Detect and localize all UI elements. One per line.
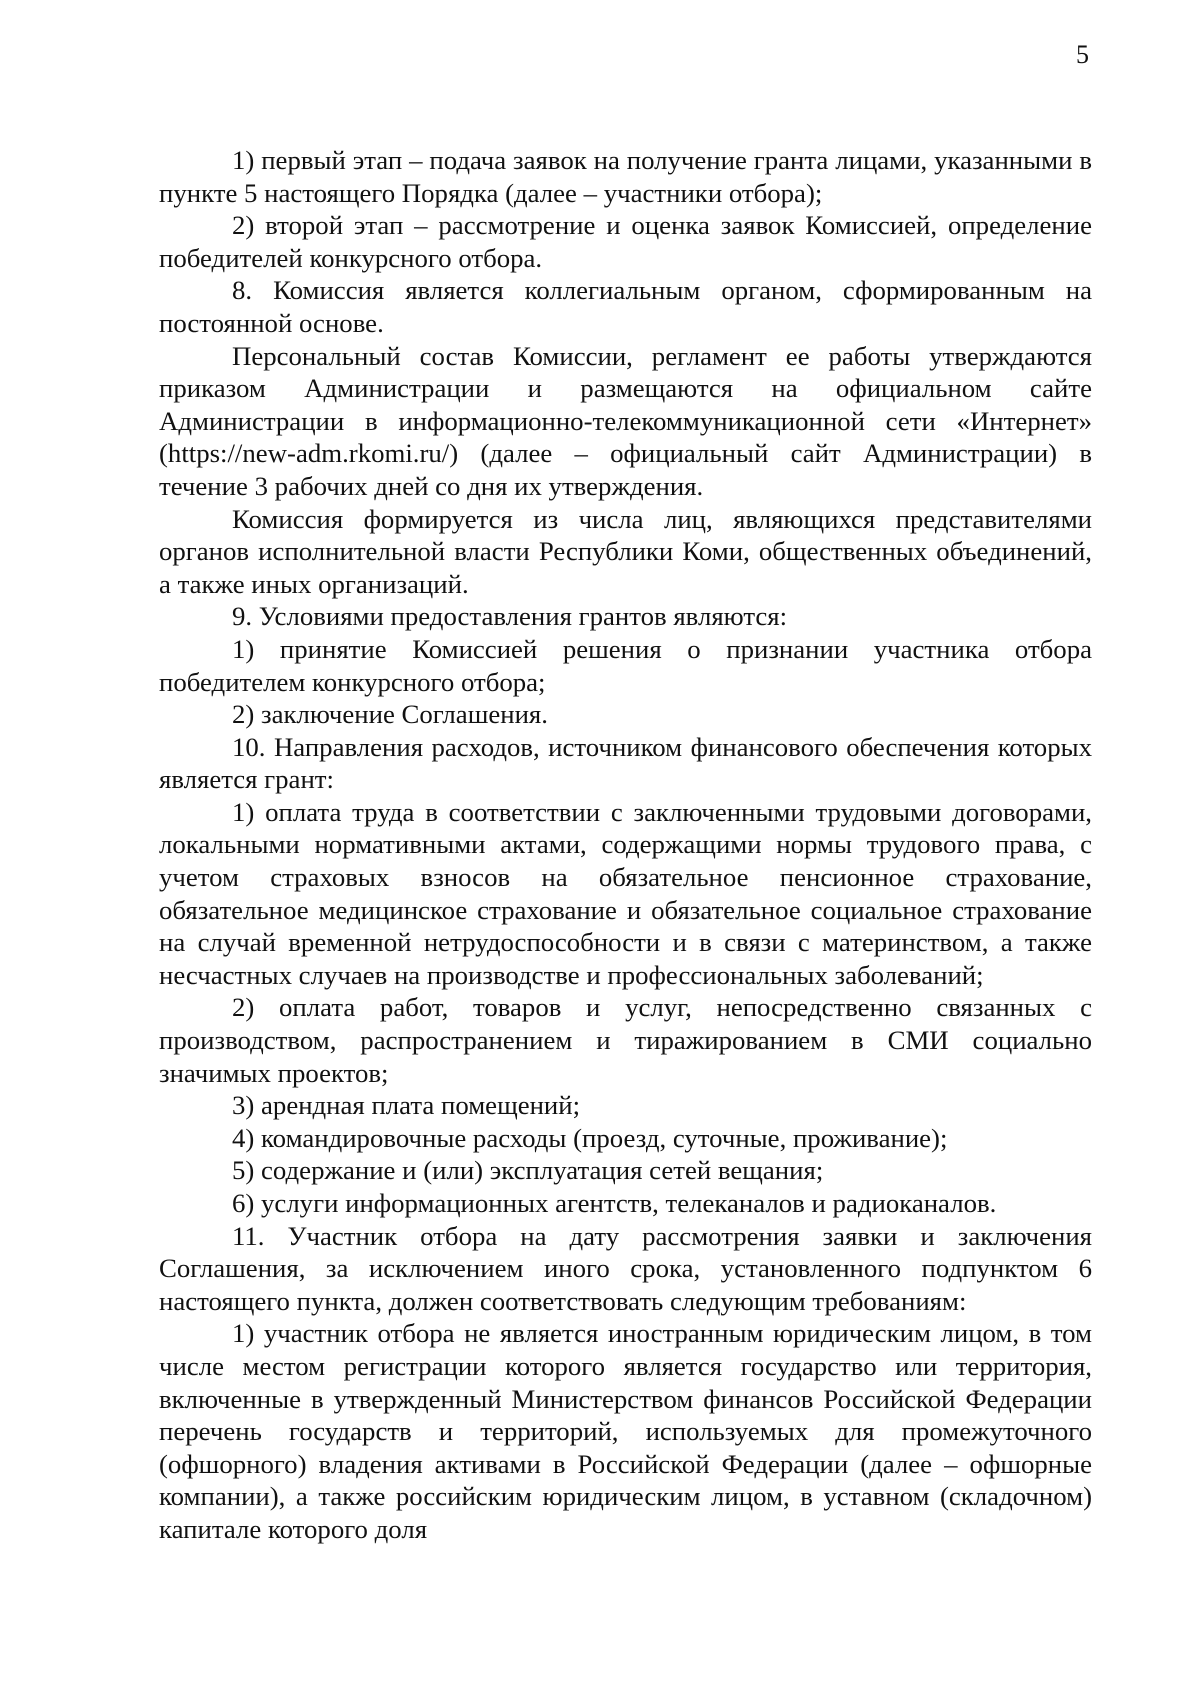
paragraph-expense-3: 3) арендная плата помещений; xyxy=(232,1090,581,1121)
paragraph-expense-4: 4) командировочные расходы (проезд, суточные, проживание); xyxy=(232,1122,948,1153)
paragraph-stage-1: 1) первый этап – подача заявок на получение гранта лицами, указанными в пункте 5 настоящего Порядка (далее – участники отбора); xyxy=(159,145,1092,208)
paragraph-item-9: 9. Условиями предоставления грантов являются: xyxy=(232,601,788,632)
paragraph-commission-formation: Комиссия формируется из числа лиц, являющихся представителями органов исполнительной власти Республики Коми, общественных объединений, а также иных организаций. xyxy=(159,503,1092,599)
paragraph-condition-1: 1) принятие Комиссией решения о признании участника отбора победителем конкурсного отбора; xyxy=(159,633,1092,697)
paragraph-stage-2: 2) второй этап – рассмотрение и оценка заявок Комиссией, определение победителей конкурсного отбора. xyxy=(159,210,1092,273)
paragraph-expense-1: 1) оплата труда в соответствии с заключенными трудовыми договорами, локальными нормативными актами, содержащими нормы трудового права, с учетом страховых взносов на обязательное пенсионное страхование, обязательное медицинское страхование и обязательное социальное страхование на случай временной нетрудоспособности и в связи с материнством, а также несчастных случаев на производстве и профессиональных заболеваний; xyxy=(159,796,1092,990)
paragraph-item-10: 10. Направления расходов, источником финансового обеспечения которых является грант: xyxy=(159,731,1092,795)
paragraph-commission-composition: Персональный состав Комиссии, регламент ее работы утверждаются приказом Администрации и размещаются на официальном сайте Администрации в информационно-телекоммуникационной сети «Интернет» (https://new-adm.rkomi.ru/) (далее – официальный сайт Администрации) в течение 3 рабочих дней со дня их утверждения. xyxy=(159,340,1092,501)
paragraph-expense-2: 2) оплата работ, товаров и услуг, непосредственно связанных с производством, распространением и тиражированием в СМИ социально значимых проектов; xyxy=(159,992,1092,1088)
paragraph-requirement-1: 1) участник отбора не является иностранным юридическим лицом, в том числе местом регистрации которого является государство или территория, включенные в утвержденный Министерством финансов Российской Федерации перечень государств и территорий, используемых для промежуточного (офшорного) владения активами в Российской Федерации (далее – офшорные компании), а также российским юридическим лицом, в уставном (складочном) капитале которого доля xyxy=(159,1318,1092,1544)
page-number: 5 xyxy=(1076,40,1089,69)
paragraph-expense-5: 5) содержание и (или) эксплуатация сетей вещания; xyxy=(232,1155,824,1186)
paragraph-item-8: 8. Комиссия является коллегиальным органом, сформированным на постоянной основе. xyxy=(159,275,1092,338)
paragraph-expense-6: 6) услуги информационных агентств, телеканалов и радиоканалов. xyxy=(232,1188,997,1218)
document-body xyxy=(159,144,1092,1546)
paragraph-item-11: 11. Участник отбора на дату рассмотрения заявки и заключения Соглашения, за исключением иного срока, установленного подпунктом 6 настоящего пункта, должен соответствовать следующим требованиям: xyxy=(159,1220,1092,1316)
paragraph-condition-2: 2) заключение Соглашения. xyxy=(232,699,548,730)
